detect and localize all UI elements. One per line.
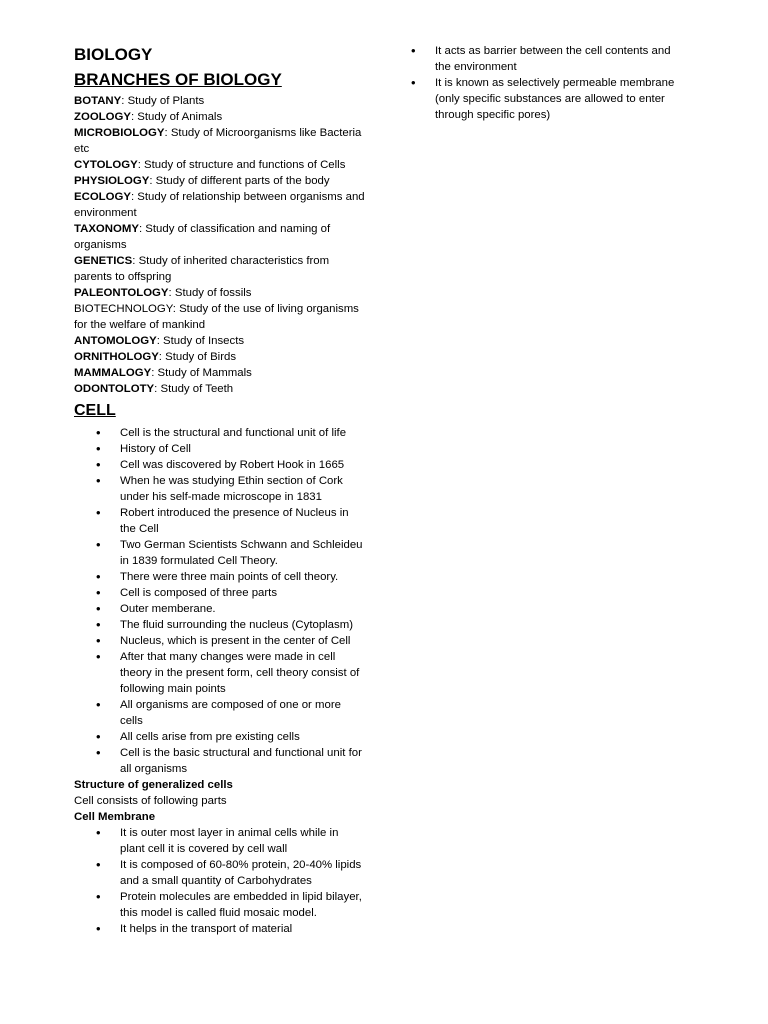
cell-heading: CELL (74, 402, 116, 419)
right-column (411, 43, 676, 123)
branch-def: : Study of Insects (156, 335, 245, 347)
branch-term: PALEONTOLOGY (74, 287, 169, 299)
branch-term: ODONTOLOTY (74, 383, 155, 395)
list-item: • There were three main points of cell theory. (74, 569, 366, 585)
branch-item (74, 253, 366, 285)
branch-item (74, 189, 366, 221)
branch-def: : Study of Teeth (154, 383, 234, 395)
branch-item (74, 157, 366, 173)
branch-term: ECOLOGY (74, 191, 131, 203)
branch-def: : Study of fossils (168, 287, 252, 299)
list-item: • Cell is composed of three parts (74, 585, 366, 601)
list-item: • It is known as selectively permeable membrane (only specific substances are allowed to enter through specific pores) (411, 75, 676, 123)
branch-def: : Study of relationship between organisms and environment (74, 191, 365, 219)
branch-item (74, 301, 366, 333)
branch-def: : Study of Birds (158, 351, 237, 363)
branch-term: GENETICS (74, 255, 133, 267)
list-item: • Two German Scientists Schwann and Schleideu in 1839 formulated Cell Theory. (74, 537, 366, 569)
list-item: • It acts as barrier between the cell contents and the environment (411, 43, 676, 75)
right-points-list (411, 43, 676, 123)
branch-term: MAMMALOGY (74, 367, 152, 379)
branches-list (74, 93, 366, 397)
list-item: • All organisms are composed of one or more cells (74, 697, 366, 729)
list-item: • Protein molecules are embedded in lipid bilayer, this model is called fluid mosaic model. (74, 889, 366, 921)
left-column (74, 42, 366, 937)
branch-def: : Study of Animals (130, 111, 223, 123)
list-item: • All cells arise from pre existing cells (74, 729, 366, 745)
branch-term: PHYSIOLOGY (74, 175, 150, 187)
list-item: • It helps in the transport of material (74, 921, 366, 937)
branch-def: : Study of Microorganisms like Bacteria etc (74, 127, 362, 155)
branch-def: : Study of different parts of the body (149, 175, 330, 187)
list-item: • The fluid surrounding the nucleus (Cytoplasm) (74, 617, 366, 633)
branch-def: : Study of Plants (121, 95, 205, 107)
branch-item (74, 381, 366, 397)
branch-def: BIOTECHNOLOGY: Study of the use of living organisms for the welfare of mankind (74, 303, 359, 331)
branch-term: TAXONOMY (74, 223, 139, 235)
document-title: BIOLOGY (74, 45, 153, 64)
structure-intro: Cell consists of following parts (74, 795, 227, 807)
branch-def: : Study of structure and functions of Cells (137, 159, 346, 171)
branch-term: ANTOMOLOGY (74, 335, 157, 347)
list-item: • Cell is the structural and functional unit of life (74, 425, 366, 441)
branch-item (74, 125, 366, 157)
branch-def: : Study of inherited characteristics from parents to offspring (74, 255, 330, 283)
cell-points-list (74, 425, 366, 777)
list-item: • Cell is the basic structural and functional unit for all organisms (74, 745, 366, 777)
list-item: • It is composed of 60-80% protein, 20-40% lipids and a small quantity of Carbohydrates (74, 857, 366, 889)
branch-term: CYTOLOGY (74, 159, 138, 171)
list-item: • Outer memberane. (74, 601, 366, 617)
branch-item (74, 333, 366, 349)
list-item: • Cell was discovered by Robert Hook in 1665 (74, 457, 366, 473)
branch-item (74, 285, 366, 301)
structure-heading: Structure of generalized cells (74, 779, 233, 791)
membrane-points-list (74, 825, 366, 937)
list-item: • Robert introduced the presence of Nucleus in the Cell (74, 505, 366, 537)
list-item: • Nucleus, which is present in the center of Cell (74, 633, 366, 649)
branch-item (74, 109, 366, 125)
branch-item (74, 93, 366, 109)
branch-term: ORNITHOLOGY (74, 351, 159, 363)
list-item: • History of Cell (74, 441, 366, 457)
branch-term: BOTANY (74, 95, 122, 107)
branch-term: ZOOLOGY (74, 111, 131, 123)
list-item: • It is outer most layer in animal cells while in plant cell it is covered by cell wall (74, 825, 366, 857)
list-item: • When he was studying Ethin section of Cork under his self-made microscope in 1831 (74, 473, 366, 505)
branch-item (74, 173, 366, 189)
membrane-heading: Cell Membrane (74, 811, 156, 823)
branch-def: : Study of Mammals (151, 367, 252, 379)
branches-heading: BRANCHES OF BIOLOGY (74, 70, 282, 89)
branch-item (74, 365, 366, 381)
branch-def: : Study of classification and naming of organisms (74, 223, 331, 251)
branch-item (74, 221, 366, 253)
list-item: • After that many changes were made in cell theory in the present form, cell theory consist of following main points (74, 649, 366, 697)
branch-item (74, 349, 366, 365)
branch-term: MICROBIOLOGY (74, 127, 165, 139)
